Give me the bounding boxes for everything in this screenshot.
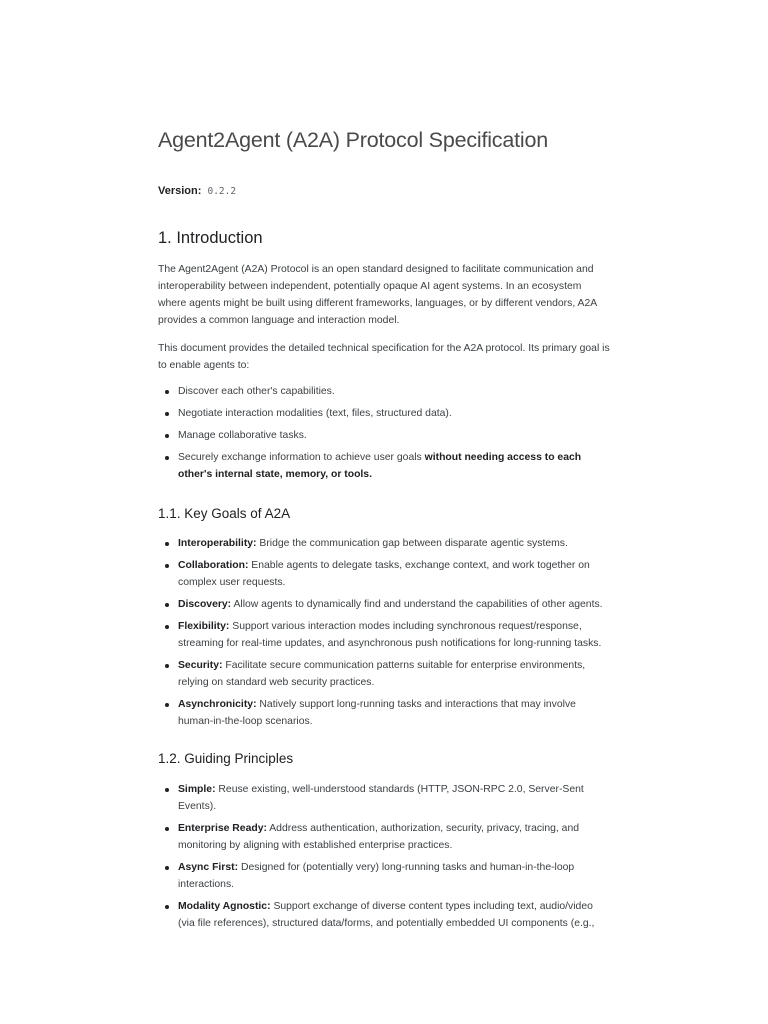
list-item-term: Discovery: <box>178 599 232 610</box>
intro-paragraph-2: This document provides the detailed technical specification for the A2A protocol. Its primary goal is to enable agents to: <box>158 343 610 371</box>
list-item <box>158 820 610 854</box>
list-item <box>158 781 610 815</box>
list-item-text: Designed for (potentially very) long-running tasks and human-in-the-loop interactions. <box>178 862 575 890</box>
list-item-term: Simple: <box>178 784 216 795</box>
page-title: Agent2Agent (A2A) Protocol Specification <box>158 128 548 152</box>
list-item-term: Enterprise Ready: <box>178 823 267 834</box>
list-item-text: Manage collaborative tasks. <box>178 430 307 441</box>
guiding-principles-list <box>158 781 610 937</box>
section-heading-key-goals: 1.1. Key Goals of A2A <box>158 506 291 521</box>
list-item-text: Negotiate interaction modalities (text, files, structured data). <box>178 408 452 419</box>
intro-bullet-list <box>158 383 610 488</box>
section-heading-guiding-principles: 1.2. Guiding Principles <box>158 751 294 766</box>
list-item-term: Interoperability: <box>178 538 257 549</box>
intro-paragraph-1: The Agent2Agent (A2A) Protocol is an open standard designed to facilitate communication and interoperability between independent, potentially opaque AI agent systems. In an ecosystem where agents might be built using different frameworks, languages, or by different vendors, A2A provides a common language and interaction model. <box>158 264 597 326</box>
version-value: 0.2.2 <box>207 186 237 197</box>
list-item-term: Collaboration: <box>178 560 249 571</box>
list-item <box>158 405 610 422</box>
list-item-text: Address authentication, authorization, security, privacy, tracing, and monitoring by aligning with established enterprise practices. <box>178 823 580 851</box>
list-item-emphasis: without needing access to each other's internal state, memory, or tools. <box>178 452 582 480</box>
section-heading-introduction: 1. Introduction <box>158 229 263 247</box>
list-item-term: Async First: <box>178 862 239 873</box>
list-item-text: Reuse existing, well-understood standards (HTTP, JSON-RPC 2.0, Server-Sent Events). <box>178 784 584 812</box>
list-item-text: Allow agents to dynamically find and understand the capabilities of other agents. <box>231 599 603 610</box>
list-item-text: Facilitate secure communication patterns suitable for enterprise environments, relying on standard web security practices. <box>178 660 586 688</box>
list-item <box>158 449 610 483</box>
list-item <box>158 618 610 652</box>
list-item-text: Support exchange of diverse content types including text, audio/video (via file references), structured data/forms, and potentially embedded UI components (e.g., <box>178 901 595 929</box>
list-item <box>158 657 610 691</box>
list-item <box>158 383 610 400</box>
key-goals-list <box>158 535 610 735</box>
list-item-text: Discover each other's capabilities. <box>178 386 335 397</box>
list-item-text: Support various interaction modes including synchronous request/response, streaming for real-time updates, and asynchronous push notifications for long-running tasks. <box>178 621 602 649</box>
version-label: Version: <box>158 185 202 197</box>
list-item-text: Enable agents to delegate tasks, exchange context, and work together on complex user requests. <box>178 560 590 588</box>
list-item <box>158 859 610 893</box>
list-item <box>158 535 610 552</box>
list-item-text: Natively support long-running tasks and interactions that may involve human-in-the-loop scenarios. <box>178 699 576 727</box>
list-item-term: Flexibility: <box>178 621 230 632</box>
list-item <box>158 596 610 613</box>
version-line <box>158 185 236 197</box>
list-item <box>158 557 610 591</box>
list-item-term: Security: <box>178 660 223 671</box>
list-item-term: Modality Agnostic: <box>178 901 271 912</box>
list-item-text: Bridge the communication gap between disparate agentic systems. <box>256 538 568 549</box>
list-item <box>158 898 610 932</box>
list-item-text: Securely exchange information to achieve user goals <box>178 452 425 463</box>
list-item <box>158 696 610 730</box>
list-item <box>158 427 610 444</box>
list-item-term: Asynchronicity: <box>178 699 257 710</box>
